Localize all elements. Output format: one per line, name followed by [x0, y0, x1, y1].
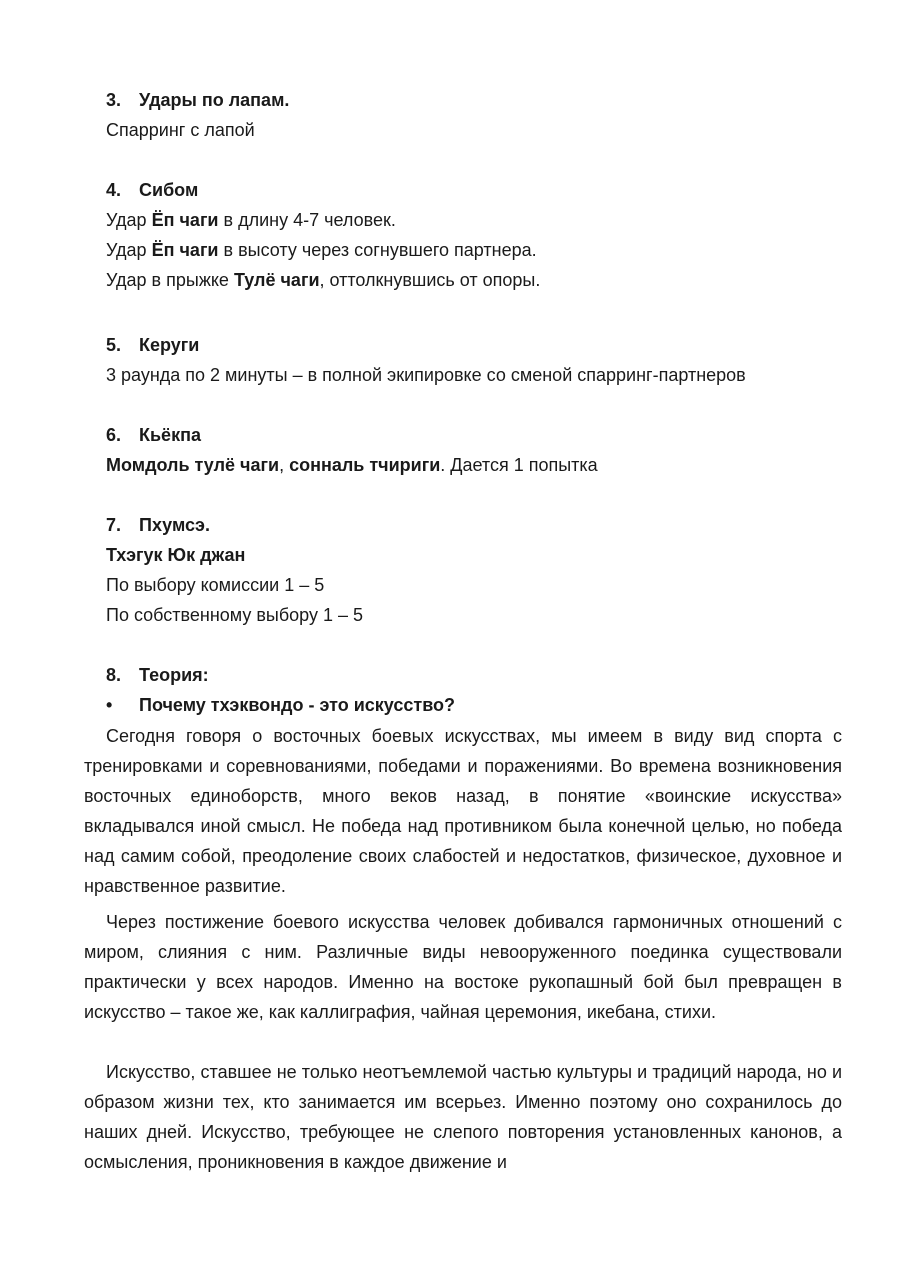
section-5-line-1: 3 раунда по 2 минуты – в полной экипировке со сменой спарринг-партнеров [106, 365, 746, 385]
section-7-line-1: По выбору комиссии 1 – 5 [106, 575, 325, 595]
section-3-heading [106, 88, 289, 112]
section-7-subtitle: Тхэгук Юк джан [106, 545, 246, 565]
technique-name: Ёп чаги [151, 240, 219, 260]
section-7-title: Пхумсэ. [139, 515, 210, 535]
line-text: Удар в прыжке [106, 270, 234, 290]
section-6-number: 6. [106, 425, 122, 445]
theory-paragraph-1: Сегодня говоря о восточных боевых искусствах, мы имеем в виду вид спорта с тренировками и соревнованиями, победами и поражениями. Во времена возникновения восточных единоборств, много веков назад, в понятие «воинские искусства» вкладывался иной смысл. Не победа над противником была конечной целью, но победа над самим собой, преодоление своих слабостей и недостатков, физическое, духовное и нравственное развитие. [84, 726, 842, 896]
line-text: Удар [106, 240, 152, 260]
section-3-title: Удары по лапам. [139, 90, 290, 110]
line-text: в высоту через согнувшего партнера. [218, 240, 537, 260]
section-4-title: Сибом [139, 180, 199, 200]
line-text: , оттолкнувшись от опоры. [319, 270, 541, 290]
theory-paragraph-3: Искусство, ставшее не только неотъемлемой частью культуры и традиций народа, но и образом жизни тех, кто занимается им всерьез. Именно поэтому оно сохранилось до наших дней. Искусство, требующее не слепого повторения установленных канонов, а осмысления, проникновения в каждое движение и [84, 1062, 842, 1172]
section-7-line-2: По собственному выбору 1 – 5 [106, 605, 364, 625]
section-8-number: 8. [106, 665, 122, 685]
section-6-title: Кьёкпа [139, 425, 201, 445]
section-6-line-1 [106, 453, 598, 477]
line-text: , [279, 455, 290, 475]
section-5-number: 5. [106, 335, 122, 355]
section-4-line-2 [106, 238, 537, 262]
line-text: Удар [106, 210, 152, 230]
section-4-line-1 [106, 208, 396, 232]
section-4-number: 4. [106, 180, 122, 200]
section-8-heading [106, 663, 209, 687]
bullet-text: Почему тхэквондо - это искусство? [139, 695, 456, 715]
theory-paragraph-2: Через постижение боевого искусства человек добивался гармоничных отношений с миром, слияния с ним. Различные виды невооруженного поединка существовали практически у всех народов. Именно на востоке рукопашный бой был превращен в искусство – такое же, как каллиграфия, чайная церемония, икебана, стихи. [84, 912, 842, 1022]
line-text: в длину 4-7 человек. [218, 210, 396, 230]
technique-name: Ёп чаги [151, 210, 219, 230]
section-5-heading [106, 333, 199, 357]
bullet-icon: • [106, 695, 113, 715]
section-7-number: 7. [106, 515, 122, 535]
section-8-title: Теория: [139, 665, 209, 685]
line-text: . Дается 1 попытка [440, 455, 598, 475]
section-7-heading [106, 513, 210, 537]
section-4-heading [106, 178, 198, 202]
section-3-number: 3. [106, 90, 122, 110]
section-8-bullet-item [106, 693, 455, 717]
technique-name: сонналь тчириги [289, 455, 441, 475]
section-3-line-1: Спарринг с лапой [106, 120, 255, 140]
section-6-heading [106, 423, 201, 447]
technique-name: Тулё чаги [233, 270, 320, 290]
technique-name: Момдоль тулё чаги [106, 455, 280, 475]
section-5-title: Керуги [139, 335, 200, 355]
section-4-line-3 [106, 268, 540, 292]
